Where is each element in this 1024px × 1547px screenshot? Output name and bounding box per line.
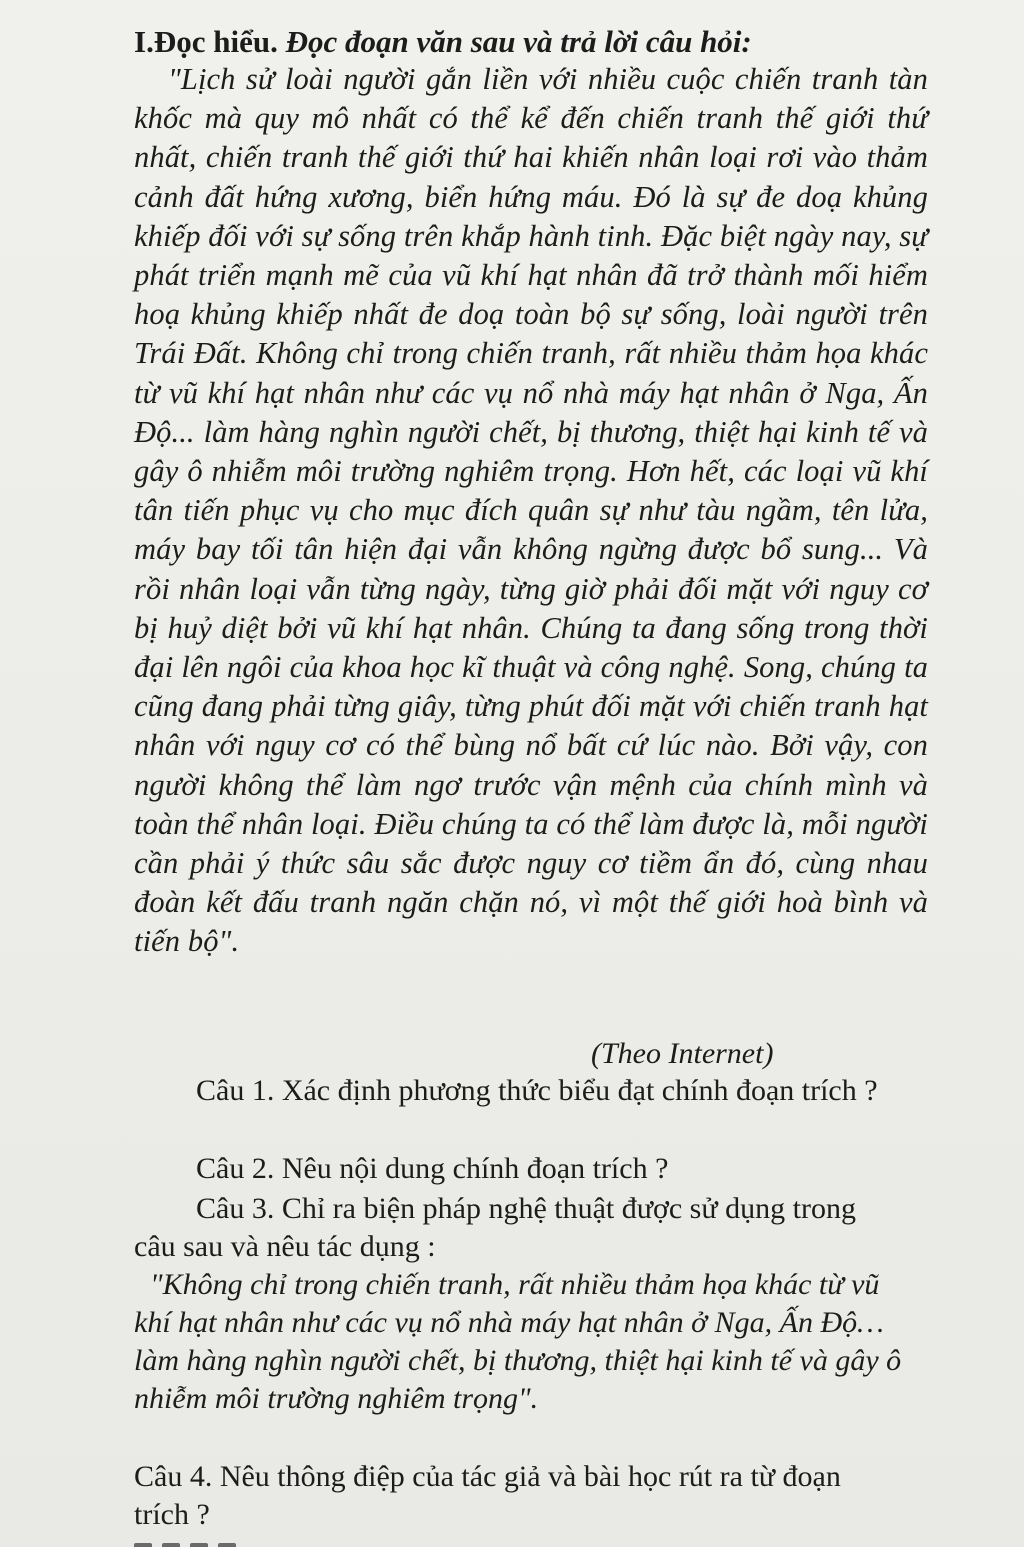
section-instruction: Đọc đoạn văn sau và trả lời câu hỏi: <box>285 24 752 59</box>
question-2: Câu 2. Nêu nội dung chính đoạn trích ? <box>196 1152 669 1185</box>
passage-source: (Theo Internet) <box>591 1037 774 1070</box>
section-heading <box>134 22 954 62</box>
quoted-sentence: "Không chỉ trong chiến tranh, rất nhiều thảm họa khác từ vũ khí hạt nhân như các vụ nổ nhà máy hạt nhân ở Nga, Ấn Độ… làm hàng nghìn người chết, bị thương, thiệt hại kinh tế và gây ô nhiễm môi trường nghiêm trọng". <box>134 1268 902 1415</box>
cropped-next-line <box>134 1536 264 1547</box>
reading-passage: "Lịch sử loài người gắn liền với nhiều cuộc chiến tranh tàn khốc mà quy mô nhất có thể kể đến chiến tranh thế giới thứ nhất, chiến tranh thế giới thứ hai khiến nhân loại rơi vào thảm cảnh đất hứng xương, biển hứng máu. Đó là sự đe doạ khủng khiếp đối với sự sống trên khắp hành tinh. Đặc biệt ngày nay, sự phát triển mạnh mẽ của vũ khí hạt nhân đã trở thành mối hiểm hoạ khủng khiếp nhất đe doạ toàn bộ sự sống, loài người trên Trái Đất. Không chỉ trong chiến tranh, rất nhiều thảm họa khác từ vũ khí hạt nhân như các vụ nổ nhà máy hạt nhân ở Nga, Ấn Độ... làm hàng nghìn người chết, bị thương, thiệt hại kinh tế và gây ô nhiễm môi trường nghiêm trọng. Hơn hết, các loại vũ khí tân tiến phục vụ cho mục đích quân sự như tàu ngầm, tên lửa, máy bay tối tân hiện đại vẫn không ngừng được bổ sung... Và rồi nhân loại vẫn từng ngày, từng giờ phải đối mặt với nguy cơ bị huỷ diệt bởi vũ khí hạt nhân. Chúng ta đang sống trong thời đại lên ngôi của khoa học kĩ thuật và công nghệ. Song, chúng ta cũng đang phải từng giây, từng phút đối mặt với chiến tranh hạt nhân với nguy cơ có thể bùng nổ bất cứ lúc nào. Bởi vậy, con người không thể làm ngơ trước vận mệnh của chính mình và toàn thể nhân loại. Điều chúng ta có thể làm được là, mỗi người cần phải ý thức sâu sắc được nguy cơ tiềm ẩn đó, cùng nhau đoàn kết đấu tranh ngăn chặn nó, vì một thế giới hoà bình và tiến bộ". <box>134 62 928 959</box>
question-3: Câu 3. Chỉ ra biện pháp nghệ thuật được sử dụng trong câu sau và nêu tác dụng : <box>134 1192 856 1263</box>
section-label: I.Đọc hiểu. <box>134 24 278 59</box>
question-4: Câu 4. Nêu thông điệp của tác giả và bài học rút ra từ đoạn trích ? <box>134 1460 841 1531</box>
question-1: Câu 1. Xác định phương thức biểu đạt chính đoạn trích ? <box>196 1074 878 1107</box>
